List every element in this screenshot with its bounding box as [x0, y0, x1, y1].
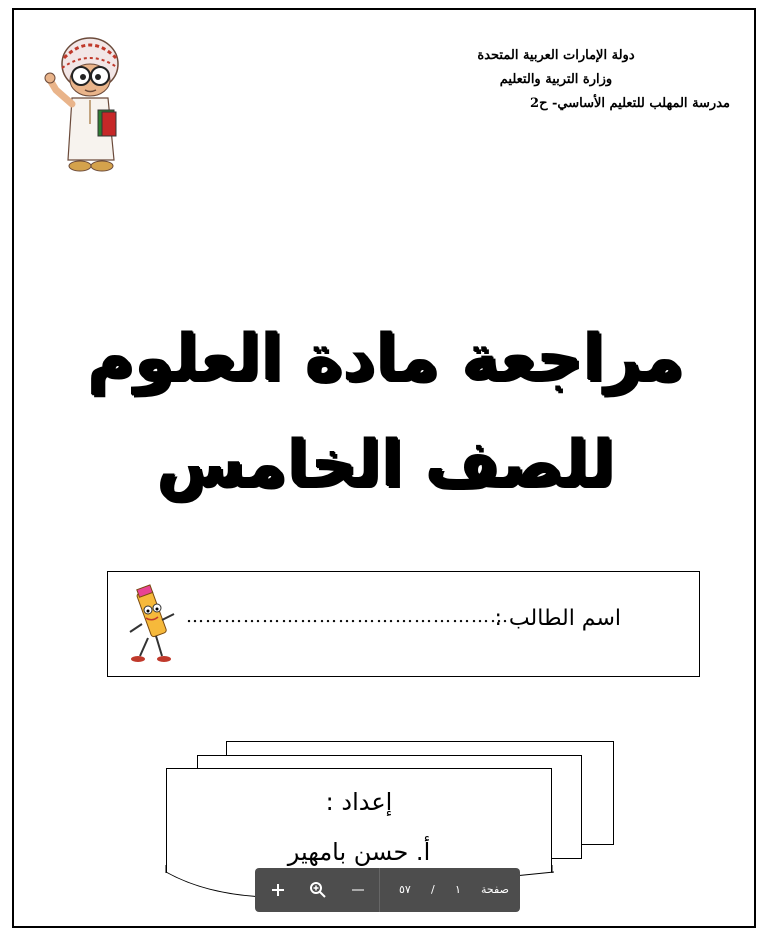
student-name-box: [107, 571, 700, 677]
author-name: أ. حسن بامهير: [287, 838, 431, 866]
zoom-out-button[interactable]: [339, 868, 377, 912]
student-name-dots[interactable]: ……………………………………………: [186, 606, 509, 627]
toolbar-divider: [379, 868, 380, 912]
title-line-1: مراجعة مادة العلوم: [87, 322, 685, 396]
page-label: صفحة: [481, 883, 509, 896]
zoom-in-icon: [309, 881, 327, 899]
prepared-by-label: إعداد :: [325, 788, 393, 816]
document-page: [12, 8, 756, 928]
student-name-label: اسم الطالب :: [494, 606, 621, 631]
page-indicator: [387, 868, 515, 912]
pdf-viewer-toolbar: [255, 868, 520, 912]
header-country: دولة الإمارات العربية المتحدة: [477, 48, 635, 63]
header-ministry: وزارة التربية والتعليم: [499, 72, 613, 87]
zoom-plus-button[interactable]: [259, 868, 297, 912]
minus-icon: [350, 882, 366, 898]
header-school: مدرسة المهلب للتعليم الأساسي- ح2: [530, 96, 730, 111]
mascot-boy-image: [40, 28, 130, 176]
current-page[interactable]: ١: [455, 883, 461, 896]
pencil-mascot-image: [122, 584, 182, 668]
title-line-2: للصف الخامس: [157, 428, 615, 502]
zoom-in-button[interactable]: [299, 868, 337, 912]
total-pages: ٥٧: [399, 883, 411, 896]
school-header: [386, 44, 730, 116]
plus-icon: [270, 882, 286, 898]
page-separator: /: [431, 883, 435, 896]
